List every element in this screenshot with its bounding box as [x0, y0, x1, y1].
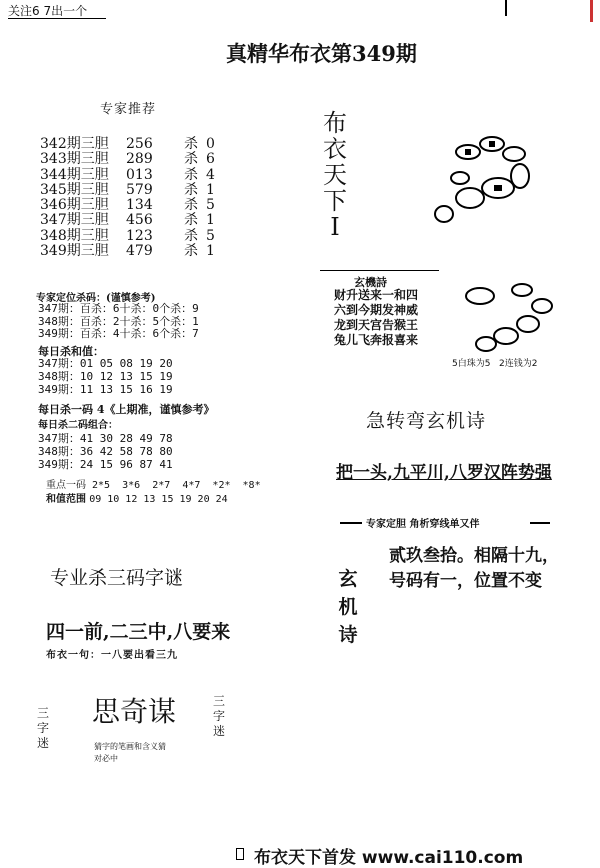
buyi-char: 下: [323, 187, 347, 215]
coin-hole: [494, 185, 502, 191]
daily-one-list: [38, 432, 173, 471]
position-kill-heading: 专家定位杀码：(谨慎参考): [36, 293, 156, 304]
coin-shape: [494, 328, 518, 344]
xuanji-text: [389, 544, 559, 594]
word-riddle-right: 三字迷: [212, 694, 225, 738]
expert-kill: 杀: [184, 136, 198, 152]
expert-row: [40, 229, 226, 244]
expert-kill: 杀: [184, 212, 198, 229]
expert-kill-num: 6: [206, 151, 215, 168]
expert-issue: 349期三胆: [40, 243, 109, 260]
riddle-sub: 布衣一句：一八要出看三九: [46, 650, 178, 661]
poem-line: 龙到天宫告猴王: [334, 318, 419, 332]
expert-issue: 347期三胆: [40, 212, 109, 229]
xuanji-char: 诗: [338, 624, 358, 646]
expert-kill: 杀: [184, 227, 198, 244]
xuanji-char: 玄: [338, 568, 358, 590]
xuanji-label: [337, 565, 359, 649]
coin-shape: [476, 337, 496, 351]
illustration-caption: [452, 356, 538, 369]
expert-issue: 345期三胆: [40, 181, 109, 198]
expert-kill: 杀: [184, 166, 198, 183]
xuanji-char: 机: [338, 596, 358, 618]
expert-guts-heading: 专家定胆 角析穿线单又伴: [366, 519, 480, 530]
expert-nums: 579: [126, 181, 153, 198]
expert-nums: 456: [126, 212, 153, 229]
footer-text: 布衣天下首发 www.cai110.com: [254, 848, 524, 868]
top-note: 关注6 7出一个: [8, 4, 88, 18]
guts-rule-left: [340, 522, 362, 524]
expert-issue: 348期三胆: [40, 227, 109, 244]
expert-row: [40, 198, 226, 213]
expert-heading: 专家推荐: [100, 102, 157, 117]
expert-issue: 343期三胆: [40, 151, 109, 168]
expert-issue: 346期三胆: [40, 197, 109, 214]
expert-nums: 123: [126, 227, 153, 244]
buyi-char: 衣: [323, 135, 347, 163]
expert-kill: 杀: [184, 243, 198, 260]
position-kill-row: 347期：百杀：6十杀：0个杀：9: [38, 302, 199, 315]
expert-nums: 479: [126, 243, 153, 260]
coin-shape: [512, 284, 532, 296]
mystery-poem-heading: 玄機詩: [354, 276, 387, 289]
expert-row: [40, 168, 226, 183]
riddle-heading: 专业杀三码字谜: [50, 567, 184, 589]
coin-shape: [503, 147, 525, 161]
daily-kill-list: [38, 357, 173, 396]
expert-list: [40, 137, 226, 259]
word-riddle-note: 猜字的笔画和含义猜: [94, 742, 166, 751]
expert-kill-num: 4: [206, 166, 215, 183]
daily-one-row: 347期：41 30 28 49 78: [38, 432, 173, 445]
sum-range-label: 和值范围: [46, 494, 86, 505]
expert-kill-num: 0: [206, 136, 215, 152]
position-kill-row: 349期：百杀：4十杀：6个杀：7: [38, 327, 199, 340]
buyi-char: 天: [323, 161, 347, 189]
daily-one-sub: 每日杀二码组合：: [38, 420, 118, 431]
expert-nums: 289: [126, 151, 153, 168]
top-note-underline: [8, 18, 106, 19]
poem-line: 六到今期发神威: [334, 303, 419, 317]
expert-row: [40, 152, 226, 167]
sum-range: [46, 490, 228, 505]
coin-hole: [465, 149, 471, 155]
position-kill-list: [38, 303, 199, 341]
coin-shape: [451, 172, 469, 184]
sum-range-values: 09 10 12 13 15 19 20 24: [89, 494, 228, 505]
mystery-poem-lines: [334, 288, 418, 348]
coin-shape: [456, 188, 484, 208]
riddle-line: 四一前,二三中,八要来: [46, 621, 231, 643]
expert-nums: 256: [126, 136, 153, 152]
buyi-label: [322, 110, 348, 240]
expert-kill-num: 1: [206, 181, 215, 198]
word-riddle-left: 三字迷: [36, 706, 49, 750]
expert-kill: 杀: [184, 197, 198, 214]
xuanji-line: 贰玖叁拾。相隔十九，: [389, 546, 559, 566]
page-title: 真精华布衣第349期: [226, 41, 417, 66]
daily-one-row: 349期：24 15 96 87 41: [38, 458, 173, 471]
daily-one-heading: 每日杀一码 4《上期准，谨慎参考》: [38, 403, 215, 416]
coin-shape: [517, 316, 539, 332]
ingot-illustration: [456, 278, 566, 358]
expert-row: [40, 244, 226, 259]
coin-hole: [489, 141, 495, 147]
expert-nums: 134: [126, 197, 153, 214]
expert-kill-num: 1: [206, 243, 215, 260]
daily-kill-heading: 每日杀和值：: [38, 345, 104, 358]
caption-two: 2连钱为2: [499, 359, 538, 369]
daily-kill-row: 347期：01 05 08 19 20: [38, 357, 173, 370]
corner-mark-red: [590, 0, 593, 22]
caption-one: 5白珠为5: [452, 359, 491, 369]
expert-row: [40, 183, 226, 198]
poem-line: 财升送来一和四: [334, 288, 419, 302]
coin-shape: [532, 299, 552, 313]
expert-kill: 杀: [184, 181, 198, 198]
expert-kill-num: 5: [206, 227, 215, 244]
ingot-shape: [466, 288, 494, 304]
position-kill-row: 348期：百杀：2十杀：5个杀：1: [38, 314, 199, 328]
footer-icon: [236, 848, 244, 860]
buyi-char: I: [330, 213, 340, 241]
corner-mark: [505, 0, 507, 16]
expert-kill-num: 5: [206, 197, 215, 214]
poem-line: 兔儿飞奔报喜来: [334, 333, 419, 347]
expert-row: [40, 137, 226, 152]
xuanji-line: 号码有一，位置不变: [389, 571, 542, 591]
expert-kill: 杀: [184, 151, 198, 168]
word-riddle-note: 对必中: [94, 754, 118, 763]
expert-nums: 013: [126, 166, 153, 183]
guts-rule-right: [530, 522, 550, 524]
daily-kill-row: 349期：11 13 15 16 19: [38, 383, 173, 396]
turn-poem-line: 把一头,九平川,八罗汉阵势强: [336, 463, 552, 483]
expert-kill-num: 1: [206, 212, 215, 229]
focus-codes: 重点一码 2*5 3*6 2*7 4*7 *2* *8*: [46, 480, 261, 491]
word-riddle-center: 思奇谋: [92, 695, 177, 728]
coin-chain-illustration: [430, 130, 540, 230]
buyi-char: 布: [323, 109, 347, 137]
expert-issue: 342期三胆: [40, 136, 109, 152]
daily-one-row: 348期：36 42 58 78 80: [38, 445, 173, 458]
turn-poem-heading: 急转弯玄机诗: [366, 410, 487, 432]
expert-issue: 344期三胆: [40, 166, 109, 183]
poem-top-rule: [320, 270, 439, 271]
expert-row: [40, 213, 226, 228]
daily-kill-row: 348期：10 12 13 15 19: [38, 370, 173, 383]
coin-shape: [435, 206, 453, 222]
